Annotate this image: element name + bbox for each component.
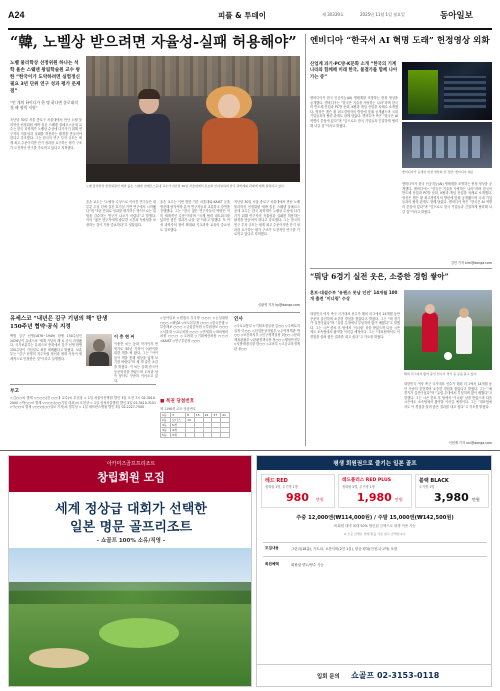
ad-right-banner bbox=[257, 456, 492, 470]
obit-headline: 유세스코 “내년은 김구 기념의 해” 탄생 150주년 협약·공식 지정 bbox=[10, 316, 108, 330]
lead-body-col1: 지난달 30일 서울 종로구 서울대에서 만난 노벨 물리학상 선정위원 에바 올손 스웨덴 샬메르스공대 교수는 한국 과학계가 노벨상 수상에 다가가기 위해 연구자의 자율성과 실패를 허용하는 환경을 만들어야 한다고 강조했다. 그는 한국의 연구 투자 규모는 세계 최고 수준이지만 단기 성과를 요구하는 평가 구조가 도전적인 연구를 가로막고 있다고 지적했다. bbox=[10, 118, 82, 150]
ad-card-red-price: 980 bbox=[286, 491, 309, 504]
ad-left-top-line: 아카미즈골프프리조트 bbox=[106, 461, 156, 467]
ad-weekly-sub: 비회원 대비 최대 50% 할인된 금액으로 평생 이용 가능 bbox=[334, 524, 416, 528]
ad-left-main2: 일본 명문 골프리조트 bbox=[69, 520, 193, 535]
person-name: 이 충 현 씨 bbox=[114, 334, 135, 339]
ad-card-redplus bbox=[338, 474, 412, 508]
right-top-byline: 김민 기자 kim@donga.com bbox=[450, 261, 492, 265]
ad-card-red-name: 레드 RED bbox=[265, 478, 288, 484]
right-top-caption: 엔비디아가 공개한 헌정 영상의 한 장면. 엔비디아 제공 bbox=[402, 170, 474, 174]
right-mid-byline: 이헌재 기자 uni@donga.com bbox=[448, 441, 492, 445]
ad-info-rule-1 bbox=[263, 542, 487, 543]
lower-divider bbox=[10, 312, 300, 313]
masthead-rule bbox=[8, 28, 492, 30]
lottery-cell bbox=[203, 433, 212, 438]
people-col-body: ◇국토교통부 ▽기획조정실장 김○○ ▽주택토지실장 이○○ ◇산업통상자원부 ▽무역정책관 박○○ ◇보건복지부 ▽인구정책실장 최○○ ◇문화체육관광부 ▽관광정책국장 정○○ ◇행정안전부 ▽지방재정국장 한○○ ◇교육부 ▽고등교육정책관 윤○○ bbox=[234, 324, 300, 351]
right-top-photo bbox=[402, 62, 492, 120]
ad-right[interactable] bbox=[256, 455, 492, 687]
lead-photo bbox=[86, 56, 300, 182]
lead-photo-caption: 노벨 물리학상 선정위원인 에바 올손 스웨덴 샬메르스공대 교수가 지난달 30일 서울대에서 본보와 인터뷰하며 한국 과학계의 과제에 대해 설명하고 있다. bbox=[86, 184, 285, 188]
lead-body-col3: 올손 교수는 이번 방한 기간 서울대와 KAIST 등을 방문해 양자역학 분야 연구자들과 교류하고 강연을 진행했다. 그는 “한국 젊은 연구자들의 역량은 이미 세계적인 수준”이라며 “국제 협력 네트워크를 넓히면 좋은 결과가 나올 것”이라고 말했다. 또 여성 과학자의 참여 확대와 기초과학 교육의 중요성도 강조했다. bbox=[160, 200, 230, 232]
lottery-row bbox=[161, 433, 230, 438]
obit-divider bbox=[10, 384, 156, 385]
ad-card-black-sub: 무기명 1명 bbox=[419, 485, 435, 489]
lottery-cell: 4개 bbox=[171, 428, 186, 433]
people-col-title: 인사 bbox=[234, 317, 243, 322]
ad-card-redplus-price: 1,980 bbox=[357, 491, 392, 504]
masthead bbox=[8, 6, 492, 28]
lead-headline: “韓, 노벨상 받으려면 자율성-실패 허용해야” bbox=[10, 34, 297, 51]
lottery-cell: 4등 bbox=[161, 428, 171, 433]
obit-photo bbox=[86, 334, 112, 366]
ad-left-header bbox=[9, 456, 252, 492]
ad-left-top-big: 창립회원 모집 bbox=[97, 471, 165, 484]
lottery-cell: 보너스 bbox=[171, 418, 186, 423]
right-top-sub: 산업계 과기-PC방-K문화 소개 “한국의 기계 나라와 함께해 미래 한국, 물결가를 함께 나아가는 중” bbox=[310, 62, 398, 80]
obituary-title: 부고 bbox=[10, 389, 19, 394]
right-mid-body-2: 대한민국 여자 축구 국가대표 선수가 해외 리그에서 14개월 동안 꾸준히 출전하며 소중한 경험을 쌓았다고 밝혔다. 그는 “매 경기가 실전이었다”며 “유럽 무대에서 부딪히며 많이 배웠다”고 말했다. 그는 시즌 종료 후 팀에서 ‘이너링’ 상을 받았으며 다음 시즌에도 소속팀에서 활약을 이어갈 예정이다. 그는 “대표팀에서도 이 경험을 살려 좋은 결과를 내고 싶다”고 각오를 밝혔다. bbox=[404, 382, 492, 409]
section-name: 피플 & 투데이 bbox=[218, 11, 266, 20]
right-top-body-2: 엔비디아가 한국 인공지능(AI) 생태계를 조명하는 헌정 영상을 공개했다. 엔비디아는 “한국은 기술을 사랑하는 나라”라며 한국의 반도체 산업과 PC방 문화, K팝과 게임 산업을 차례로 소개했다. 영상은 젠슨 황 최고경영자의 방한에 맞춰 공개됐으며 국내 기업들과의 협력 관계도 함께 담았다. 엔비디아 측은 “한국은 AI 혁명의 중심에 있다”며 “앞으로도 한국 기업들과 긴밀하게 협력해 나갈 것”이라고 밝혔다. bbox=[402, 182, 492, 214]
ad-card-redplus-unit: 만원 bbox=[395, 497, 403, 502]
ad-card-red-sub: 정회원 1명, 무기명 1명 bbox=[265, 485, 298, 489]
column-divider bbox=[305, 34, 306, 446]
ad-contact-bar[interactable] bbox=[257, 664, 492, 687]
page-number: A24 bbox=[8, 10, 25, 20]
right-top-photo-2 bbox=[402, 122, 492, 168]
right-mid-photo bbox=[404, 290, 492, 370]
person-body: 이충현 씨는 동화 작가이자 번역가로 50년 가까이 어린이를 위한 책을 써 왔다. 그는 “아이들이 책을 통해 세상을 넓게 보기를 바란다”며 새 책 출간 소감을 밝혔다. 이 씨는 올해 한국아동문학상을 받았으며 도서관 낭독 봉사도 꾸준히 이어오고 있다. bbox=[114, 342, 158, 383]
ad-card-red bbox=[261, 474, 335, 508]
ad-weekly-fee: 주중 12,000엔(₩114,000원) / 주말 15,000엔(₩142,500원) bbox=[296, 515, 454, 521]
photo-bookshelf bbox=[86, 56, 300, 96]
lottery-cell: 3등 bbox=[161, 423, 171, 428]
right-mid-sub: 혼보-대설수부 ‘유랜스 못남 인진’ 14개월 100개 출전 ‘이너링’ 수상 bbox=[310, 290, 398, 301]
lottery-cell: 3개 bbox=[171, 433, 186, 438]
lottery-meta: 제 1196회 로또 당첨번호 bbox=[160, 407, 196, 411]
right-top-body: 엔비디아가 한국 인공지능(AI) 생태계를 조명하는 헌정 영상을 공개했다. 엔비디아는 “한국은 기술을 사랑하는 나라”라며 한국의 반도체 산업과 PC방 문화, K팝과 게임 산업을 차례로 소개했다. 영상은 젠슨 황 최고경영자의 방한에 맞춰 공개됐으며 국내 기업들과의 협력 관계도 함께 담았다. 엔비디아 측은 “한국은 AI 혁명의 중심에 있다”며 “앞으로도 한국 기업들과 긴밀하게 협력해 나갈 것”이라고 밝혔다. bbox=[310, 96, 398, 128]
photo-table bbox=[86, 164, 300, 182]
lottery-grid bbox=[160, 412, 230, 438]
lottery-cell: 37 bbox=[212, 413, 221, 418]
issue-number: 제 30339호 bbox=[322, 12, 344, 17]
ad-right-banner-text: 평생 회원권으로 즐기는 일본 골프 bbox=[333, 461, 417, 467]
right-mid-body: 대한민국 여자 축구 국가대표 선수가 해외 리그에서 14개월 동안 꾸준히 출전하며 소중한 경험을 쌓았다고 밝혔다. 그는 “매 경기가 실전이었다”며 “유럽 무대에서 부딪히며 많이 배웠다”고 말했다. 그는 시즌 종료 후 팀에서 ‘이너링’ 상을 받았으며 다음 시즌에도 소속팀에서 활약을 이어갈 예정이다. 그는 “대표팀에서도 이 경험을 살려 좋은 결과를 내고 싶다”고 각오를 밝혔다. bbox=[310, 312, 400, 339]
lottery-title: ■ 복권 당첨번호 bbox=[160, 399, 195, 404]
lottery-cell bbox=[194, 433, 203, 438]
right-top-headline: 엔비디아 “한국서 AI 혁명 도래” 헌정영상 외화 bbox=[310, 36, 490, 46]
ad-left-golf-photo bbox=[9, 548, 252, 687]
ad-info1: 그린피(18홀), 카트피, 오찬식비(2인 1실), 항공 왕복(인천-나고야) 포함 bbox=[291, 547, 398, 551]
lead-body-col4: 지난달 30일 서울 종로구 서울대에서 만난 노벨 물리학상 선정위원 에바 올손 스웨덴 샬메르스공대 교수는 한국 과학계가 노벨상 수상에 다가가기 위해 연구자의 자율성과 실패를 허용하는 환경을 만들어야 한다고 강조했다. 그는 한국의 연구 투자 규모는 세계 최고 수준이지만 단기 성과를 요구하는 평가 구조가 도전적인 연구를 가로막고 있다고 지적했다. bbox=[234, 200, 300, 237]
lottery-cell: 8 bbox=[186, 413, 195, 418]
right-mid-headline: “뭐당 6경기 실전 웃은, 소중한 경험 쌓아” bbox=[310, 272, 449, 281]
ad-left-main1: 세계 정상급 대회가 선택한 bbox=[55, 502, 207, 517]
ad-contact-label: 입회 문의 bbox=[317, 674, 340, 680]
ad-note: ※ 모든 금액은 현재 환율 기준 참고 금액입니다. bbox=[343, 532, 407, 536]
lottery-cell: 1등 bbox=[161, 413, 171, 418]
lottery-cell bbox=[186, 433, 195, 438]
obit-body: 백범 김구 선생(1876~1949) 탄생 150주년인 2026년이 유네스코 ‘세계 기념의 해’로 공식 지정됐다. 국가보훈부는 유네스코 총회에서 김구 선생 탄생 150주년이 기념일로 최종 채택됐다고 밝혔다. 보훈부는 “김구 선생의 자주독립 정신과 평화 사상이 세계적으로 인정받은 것”이라고 설명했다. bbox=[10, 334, 82, 361]
lead-body-col2: 올손 교수는 “노벨상 수상으로 이어진 연구들은 대부분 수십 년에 걸친 호기심 기반 연구에서 시작됐다”며 “3년 단위로 성과를 평가하는 방식으로는 위험을 감수하는 연구가 나오기 어렵다”고 말했다. 이어 “젊은 연구자에게 충분한 시간과 독립성을 보장하는 것이 가장 중요하다”고 덧붙였다. bbox=[86, 200, 156, 227]
ad-card-black-name: 블랙 BLACK bbox=[419, 478, 449, 484]
ad-info2-label: 회원혜택 bbox=[265, 562, 279, 566]
ad-info-rule-2 bbox=[263, 556, 487, 557]
lottery-cell: 19 bbox=[186, 418, 195, 423]
mid-col-body: ◇동아일보 ▽편집국 부국장 ○○○ ▽논설위원 ○○○ ◇채널A ▽보도본부장 ○○○ ◇한국은행 ▽부총재보 ○○○ ◇금융감독원 ▽부원장보 ○○○ ◇서울대 ▽교무처장 ○○○ ◇연세대 ▽대외협력처장 ○○○ ◇고려대 ▽기획예산처장 ○○○ ◇KAIST ▽연구부총장 ○○○ bbox=[160, 316, 228, 343]
right-divider-1 bbox=[310, 268, 492, 269]
lottery-cell: 41 bbox=[221, 413, 230, 418]
lead-byline: 신광영 기자 ky@donga.com bbox=[257, 303, 300, 307]
lottery-cell: 5등 bbox=[161, 433, 171, 438]
ad-card-red-unit: 만원 bbox=[316, 497, 324, 502]
ad-info2: 회원권 양도/양수 가능 bbox=[291, 563, 324, 567]
lottery-cell: 22 bbox=[203, 413, 212, 418]
lead-dek: 노벨 물리학상 선정위원 하나는 석학 울손 스웨덴 왕립학술원 교수 방한 “한국이가 도약하려면 실험정신 필요 3년 단위 연구 성과 평가 문제점” bbox=[10, 61, 81, 94]
obituary-body: ◇김○○씨 별세 ▽○○○(전 ○○대 교수)씨 부친상 = 1일 서울아산병원 발인 3일 오전 7시 02-3010-2000 ◇박○○씨 별세 ▽○○○(○○기업 대표)씨 모친상 = 1일 삼성서울병원 발인 3일 02-3410-3151 ◇이○○씨 별세 ▽○○○(○○일보 기자)씨 빙부상 = 1일 세브란스병원 발인 3일 02-2227-7500 bbox=[10, 396, 156, 410]
ad-card-black bbox=[415, 474, 489, 508]
ad-contact-phone[interactable]: 쇼골프 02-3153-0118 bbox=[351, 671, 440, 680]
ad-card-redplus-sub: 정회원 2명, 무기명 1명 bbox=[342, 485, 375, 489]
lottery-table bbox=[160, 412, 230, 438]
ad-card-black-price: 3,980 bbox=[434, 491, 469, 504]
ad-left-main3: - 쇼골프 100% 소유/직영 - bbox=[96, 538, 166, 544]
ad-card-redplus-name: 레드플러스 RED PLUS bbox=[342, 478, 392, 483]
paper-name: 동아일보 bbox=[440, 11, 473, 21]
lottery-cell: 2등 bbox=[161, 418, 171, 423]
ad-left[interactable] bbox=[8, 455, 252, 687]
right-mid-caption: 해외 리그에서 활약 중인 선수가 경기 중 공을 몰고 있다. bbox=[404, 372, 478, 376]
lottery-cell bbox=[221, 433, 230, 438]
lottery-cell: 15 bbox=[194, 413, 203, 418]
ad-card-black-unit: 만원 bbox=[472, 497, 480, 502]
issue-date: 2025년 11월 1일 월요일 bbox=[360, 12, 405, 17]
lottery-cell: 5개 bbox=[171, 423, 186, 428]
lead-quote: “인 개의 하이디가 한 명 하나면 종로대의 첫 해 협력 지원” bbox=[10, 100, 78, 111]
ad-info1-label: 모집내용 bbox=[265, 546, 279, 550]
lottery-cell bbox=[212, 433, 221, 438]
ad-rule bbox=[0, 450, 500, 451]
lottery-cell: 3 bbox=[171, 413, 186, 418]
